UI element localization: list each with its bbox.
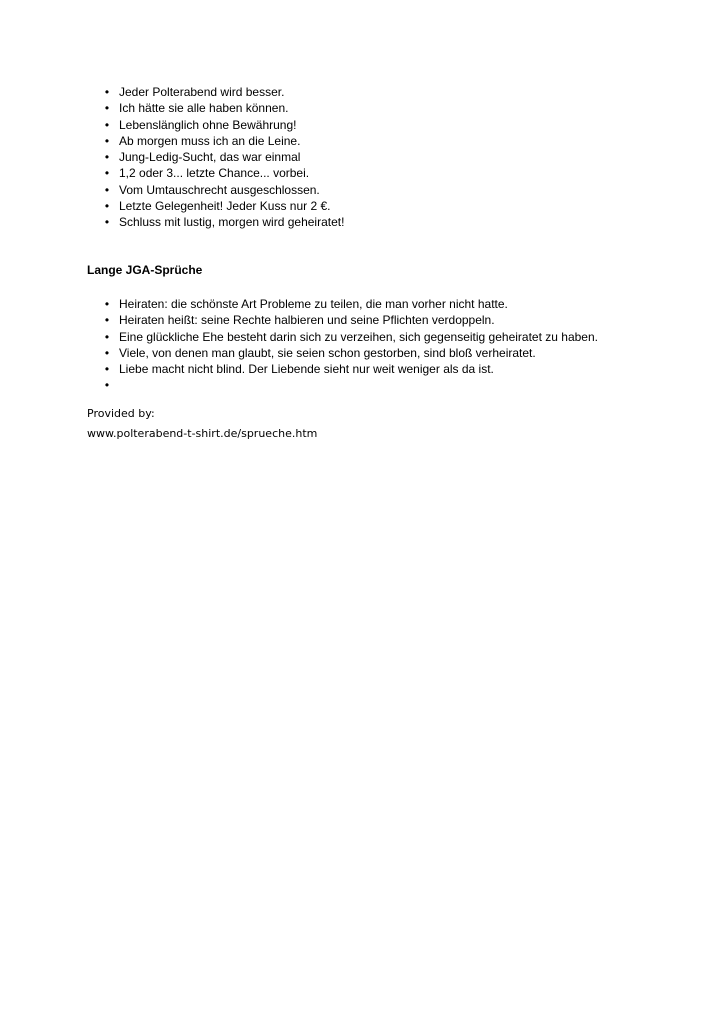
bullet-icon: • (104, 117, 110, 132)
list-item-text: Liebe macht nicht blind. Der Liebende sieht nur weit weniger als da ist. (119, 362, 494, 377)
bullet-icon: • (104, 362, 110, 377)
bullet-icon: • (104, 85, 110, 99)
list-item (0, 182, 700, 198)
list-item (0, 377, 700, 393)
list-item (0, 296, 700, 312)
list-item (0, 345, 700, 361)
bullet-icon: • (104, 378, 110, 393)
list-item-text: Letzte Gelegenheit! Jeder Kuss nur 2 €. (119, 199, 331, 214)
provided-by-label: Provided by: (87, 407, 155, 420)
long-sayings-list (0, 296, 700, 394)
list-item (0, 133, 700, 149)
list-item-text: Ich hätte sie alle haben können. (119, 101, 289, 116)
bullet-icon: • (104, 101, 110, 116)
list-item (0, 165, 700, 181)
bullet-icon: • (104, 215, 110, 230)
list-item-text: Schluss mit lustig, morgen wird geheiratet! (119, 215, 345, 230)
list-item-text: Ab morgen muss ich an die Leine. (119, 133, 301, 148)
bullet-icon: • (104, 166, 110, 181)
section-heading: Lange JGA-Sprüche (87, 263, 203, 277)
list-item-text: Heiraten heißt: seine Rechte halbieren und seine Pflichten verdoppeln. (119, 313, 495, 328)
list-item (0, 312, 700, 328)
list-item (0, 329, 700, 345)
list-item (0, 361, 700, 377)
list-item-text: 1,2 oder 3... letzte Chance... vorbei. (119, 166, 310, 181)
source-url: www.polterabend-t-shirt.de/sprueche.htm (87, 427, 318, 440)
list-item-text: Viele, von denen man glaubt, sie seien schon gestorben, sind bloß verheiratet. (119, 345, 536, 360)
bullet-icon: • (104, 329, 110, 344)
list-item (0, 198, 700, 214)
bullet-icon: • (104, 297, 110, 311)
list-item (0, 214, 700, 230)
list-item (0, 100, 700, 116)
bullet-icon: • (104, 345, 110, 360)
list-item-text: Jung-Ledig-Sucht, das war einmal (119, 150, 301, 165)
list-item-text: Jeder Polterabend wird besser. (119, 85, 285, 99)
bullet-icon: • (104, 199, 110, 214)
list-item (0, 84, 700, 100)
short-sayings-list (0, 84, 700, 231)
list-item-text: Eine glückliche Ehe besteht darin sich zu verzeihen, sich gegenseitig geheiratet zu haben. (119, 329, 598, 344)
bullet-icon: • (104, 313, 110, 328)
list-item-text: Vom Umtauschrecht ausgeschlossen. (119, 182, 320, 197)
bullet-icon: • (104, 133, 110, 148)
list-item-text: Heiraten: die schönste Art Probleme zu teilen, die man vorher nicht hatte. (119, 297, 508, 311)
bullet-icon: • (104, 182, 110, 197)
bullet-icon: • (104, 150, 110, 165)
list-item-text: Lebenslänglich ohne Bewährung! (119, 117, 297, 132)
list-item (0, 117, 700, 133)
list-item (0, 149, 700, 165)
